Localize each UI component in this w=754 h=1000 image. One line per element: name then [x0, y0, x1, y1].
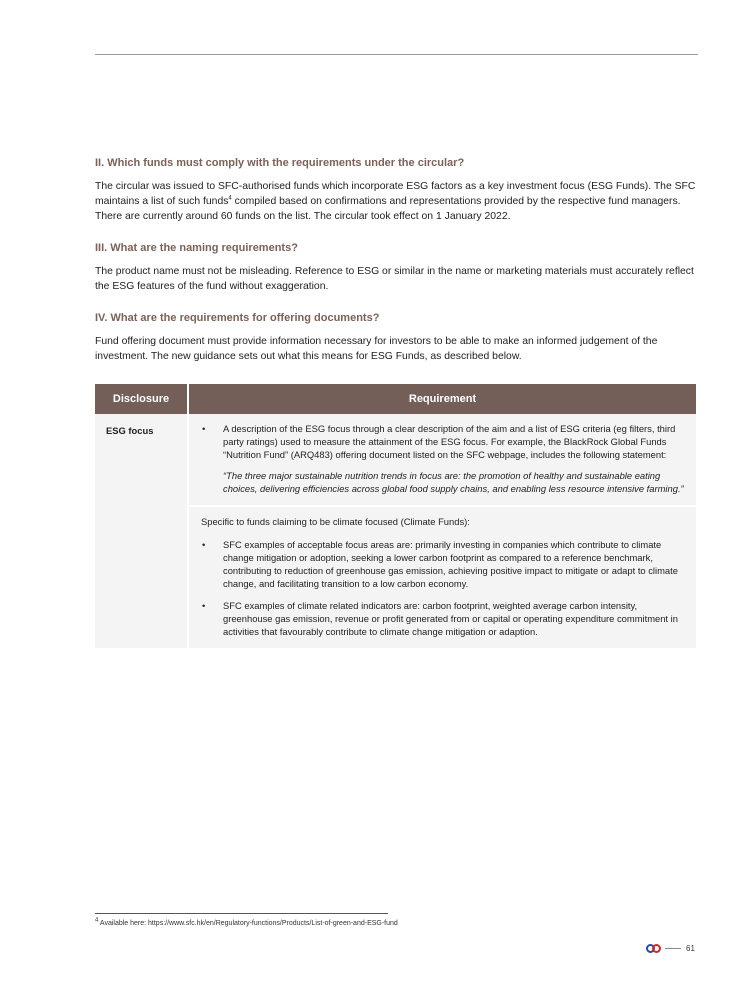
- footnote-reference[interactable]: 4: [228, 195, 232, 202]
- row-label-esg-focus: ESG focus: [95, 414, 188, 648]
- table-header-row: [95, 384, 696, 414]
- section-paragraph: The product name must not be misleading. Reference to ESG or similar in the name or marketing materials must accurately reflect the ESG features of the fund without exaggeration.: [95, 266, 694, 292]
- paragraph-text: The circular was issued to SFC-authorised funds which incorporate ESG factors as a key investment focus (ESG Funds). The SFC maintains a list of such funds: [95, 181, 696, 207]
- section-fund-scope: [95, 156, 698, 224]
- footnote-number: 4: [95, 917, 99, 924]
- list-item: [201, 538, 684, 590]
- bullet-list: [201, 422, 684, 495]
- bullet-icon: •: [202, 423, 206, 434]
- page-number: 61: [686, 943, 695, 953]
- section-paragraph: Fund offering document must provide information necessary for investors to be able to make an informed judgement of the investment. The new guidance sets out what this means for ESG Funds, as described below.: [95, 336, 658, 362]
- requirements-table: [95, 384, 696, 648]
- paragraph-text: compiled based on confirmations and representations provided by the respective fund managers. There are currently around 60 funds on the list. The circular took effect on 1 January 2022.: [95, 196, 681, 222]
- quote-text: “The three major sustainable nutrition trends in focus are: the promotion of healthy and sustainable eating choices, delivering efficiencies across global food supply chains, and enabling less resource intensive farming.”: [223, 470, 684, 494]
- list-item: [201, 422, 684, 495]
- footnote-text: Available here: https://www.sfc.hk/en/Regulatory-functions/Products/List-of-green-and-ESG-fund: [98, 920, 398, 927]
- requirement-cell-climate-funds: [188, 506, 696, 648]
- table-row: [95, 414, 696, 506]
- footnote-rule: [95, 913, 388, 914]
- bullet-icon: •: [202, 600, 206, 611]
- section-offering-documents: [95, 311, 698, 364]
- section-heading: II. Which funds must comply with the requirements under the circular?: [95, 157, 465, 169]
- two-overlapping-circles-logo-icon: [646, 944, 661, 953]
- list-item-text: SFC examples of acceptable focus areas are: primarily investing in companies which contribute to climate change mitigation or adoption, seeking a lower carbon footprint as compared to a reference benchmark, contributing to reduction of greenhouse gas emission, achieving positive impact to mitigate or adapt to climate change, and facilitating transition to a low carbon economy.: [223, 539, 678, 589]
- list-item: [201, 599, 684, 638]
- bullet-icon: •: [202, 539, 206, 550]
- requirement-cell-esg-focus: [188, 414, 696, 506]
- list-item-text: SFC examples of climate related indicators are: carbon footprint, weighted average carbon intensity, greenhouse gas emission, revenue or profit generated from or capital or operating expenditure commitment in activities that favourably contribute to climate change mitigation or adaption.: [223, 600, 678, 637]
- section-heading: IV. What are the requirements for offering documents?: [95, 312, 380, 324]
- section-paragraph: [95, 179, 698, 224]
- logo-circle-right: [652, 944, 661, 953]
- list-item-text: A description of the ESG focus through a clear description of the aim and a list of ESG criteria (eg filters, third party ratings) used to measure the attainment of the ESG focus. For example, the BlackRock Global Funds “Nutrition Fund” (ARQ483) offering document listed on the SFC webpage, includes the following statement:: [223, 423, 676, 460]
- bullet-list: [201, 538, 684, 638]
- column-header-disclosure: Disclosure: [95, 384, 188, 414]
- top-rule: [95, 54, 698, 55]
- section-heading: III. What are the naming requirements?: [95, 242, 298, 254]
- section-naming: [95, 241, 698, 294]
- footer-line: [665, 948, 681, 949]
- cell-intro-text: Specific to funds claiming to be climate focused (Climate Funds):: [201, 516, 470, 527]
- main-content: [95, 156, 698, 648]
- page-footer: [646, 941, 695, 955]
- column-header-requirement: Requirement: [188, 384, 696, 414]
- footnote: [95, 917, 398, 927]
